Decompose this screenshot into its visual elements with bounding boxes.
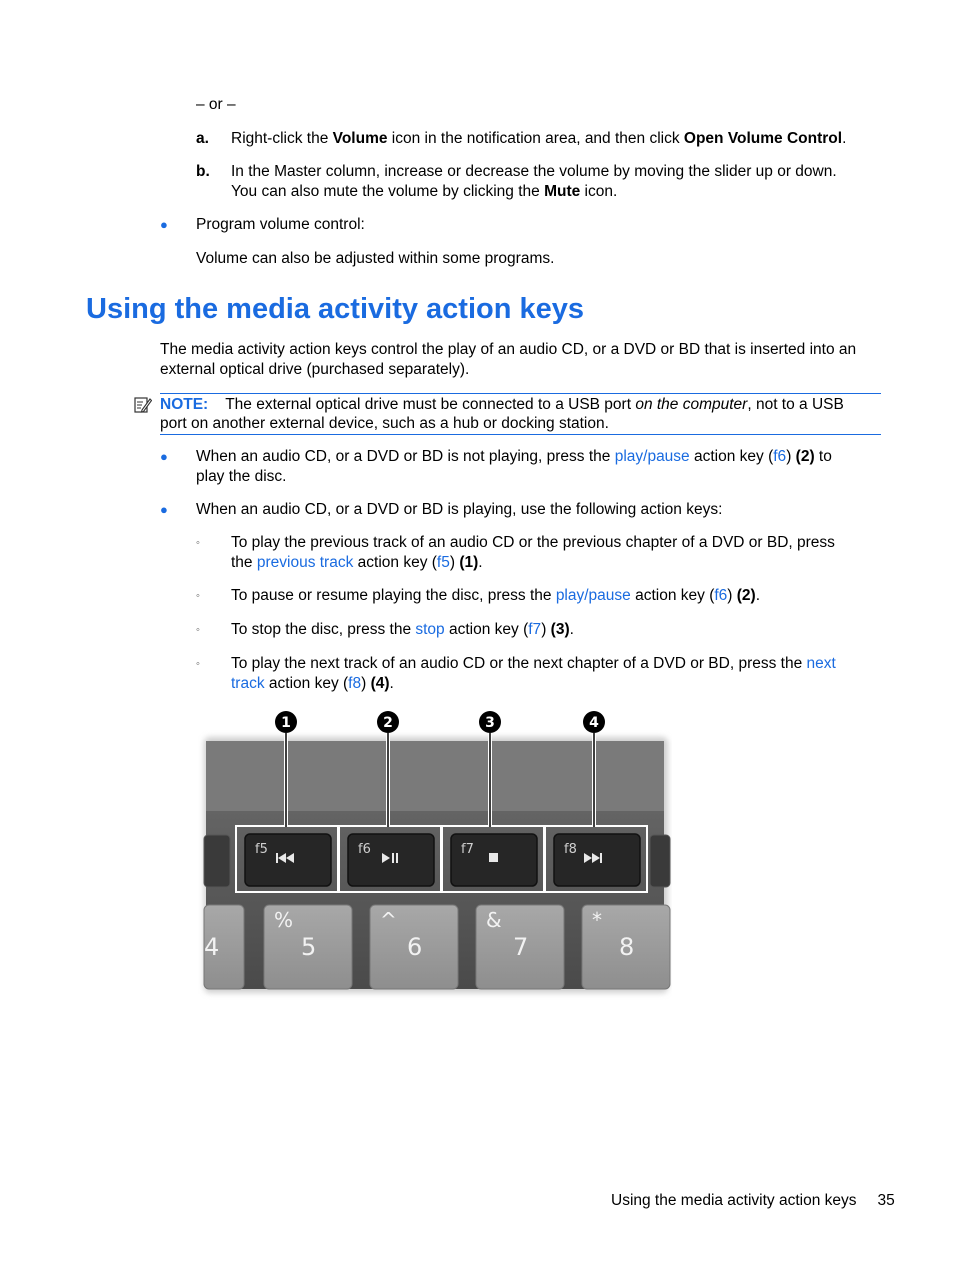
svg-text:*: * [592, 908, 602, 932]
f6-label: f6 [358, 842, 371, 857]
next-track-link-cont[interactable]: track [231, 675, 265, 692]
previous-track-link[interactable]: previous track [256, 554, 354, 571]
svg-text:^: ^ [380, 908, 397, 932]
stop-icon [489, 853, 498, 862]
svg-text:4: 4 [589, 715, 599, 731]
sub-bullet-circle: ◦ [196, 537, 200, 549]
note-label: NOTE: [160, 396, 209, 413]
note-pencil-icon [134, 396, 152, 414]
bullet-dot: ● [160, 449, 168, 464]
number-key-6 [370, 905, 458, 989]
svg-text:7: 7 [513, 933, 529, 961]
f7-stop-key [451, 834, 537, 886]
svg-text:1: 1 [281, 715, 291, 731]
step-a-marker: a. [196, 130, 209, 147]
svg-text:&: & [486, 908, 502, 932]
f8-label: f8 [564, 842, 577, 857]
page-number: 35 [877, 1192, 895, 1209]
sub-bullet-circle: ◦ [196, 624, 200, 636]
section-intro-paragraph: The media activity action keys control the play of an audio CD, or a DVD or BD that is inserted into an external optical drive (purchased separately). [160, 341, 857, 378]
bullet-dot: ● [160, 217, 168, 232]
media-keys-figure [198, 705, 672, 1000]
or-separator: – or – [196, 96, 236, 113]
f5-label: f5 [255, 842, 268, 857]
volume-term: Volume [332, 130, 388, 147]
f5-previous-track-key [245, 834, 331, 886]
note-box: NOTE: The external optical drive must be connected to a USB port on the computer, not to a USB port on another external device, such as a hub or docking station. [160, 393, 881, 435]
stop-link[interactable]: stop [415, 621, 445, 638]
partial-f4-key [204, 835, 230, 887]
footer-title: Using the media activity action keys [611, 1192, 857, 1209]
f6-key-link[interactable]: f6 [773, 448, 787, 465]
f6-key-link[interactable]: f6 [714, 587, 728, 604]
svg-text:6: 6 [407, 933, 423, 961]
bullet-dot: ● [160, 502, 168, 517]
program-volume-desc: Volume can also be adjusted within some programs. [196, 250, 555, 267]
number-key-7 [476, 905, 564, 989]
svg-text:3: 3 [485, 715, 495, 731]
svg-text:%: % [274, 908, 294, 932]
sub-bullet-circle: ◦ [196, 658, 200, 670]
f8-key-link[interactable]: f8 [348, 675, 362, 692]
f7-key-link[interactable]: f7 [528, 621, 542, 638]
page-footer [611, 1191, 895, 1211]
sub-bullet-circle: ◦ [196, 590, 200, 602]
section-title: Using the media activity action keys [86, 293, 585, 325]
partial-4-label: 4 [204, 933, 220, 961]
step-b-marker: b. [196, 163, 210, 180]
play-pause-link[interactable]: play/pause [614, 448, 690, 465]
f5-key-link[interactable]: f5 [436, 554, 450, 571]
svg-text:8: 8 [619, 933, 635, 961]
open-volume-control-term: Open Volume Control [683, 130, 843, 147]
play-pause-link[interactable]: play/pause [555, 587, 631, 604]
f8-next-track-key [554, 834, 640, 886]
f6-play-pause-key [348, 834, 434, 886]
next-track-link[interactable]: next [806, 655, 836, 672]
svg-text:2: 2 [383, 715, 393, 731]
number-key-8 [582, 905, 670, 989]
mute-term: Mute [544, 183, 581, 200]
svg-text:5: 5 [301, 933, 317, 961]
f7-label: f7 [461, 842, 474, 857]
partial-f9-key [650, 835, 670, 887]
number-key-5 [264, 905, 352, 989]
